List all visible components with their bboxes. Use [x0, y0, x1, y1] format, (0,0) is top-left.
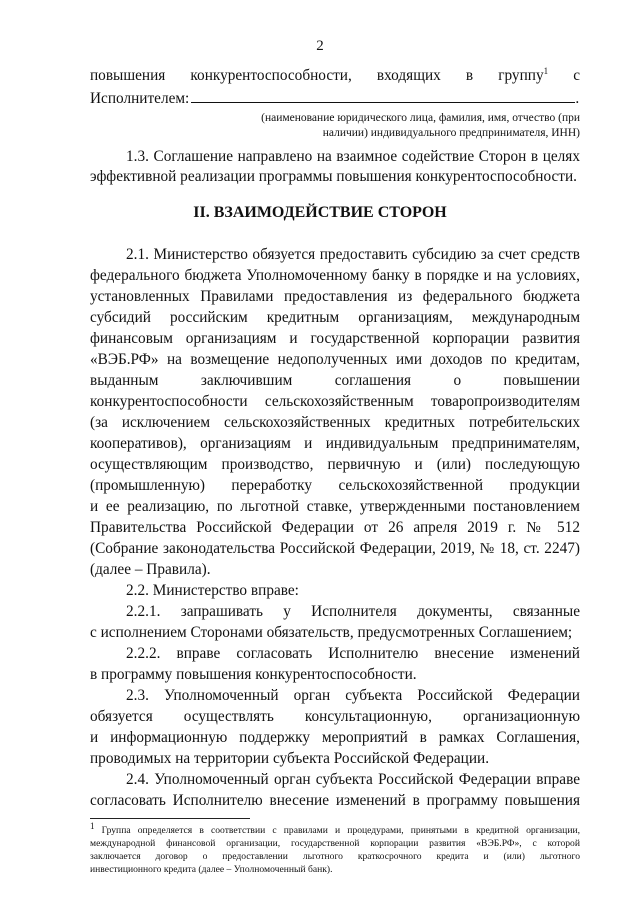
p21-line: выданным заключившим соглашения о повышении	[90, 372, 580, 389]
footnote-ref: 1	[543, 65, 549, 76]
line-end: с	[573, 67, 580, 84]
p13-line: эффективной реализации программы повышения конкурентоспособности.	[90, 168, 577, 185]
p23-line: и информационную поддержку мероприятий в рамках Соглашения,	[90, 729, 580, 746]
p21-line: (промышленную) переработку сельскохозяйственной продукции	[90, 477, 580, 494]
footnote-line: заключается договор о предоставлении льготного краткосрочного кредита и (или) льготного	[90, 851, 580, 862]
line-text: повышения конкурентоспособности, входящих в группу	[90, 67, 544, 84]
p21-line: Правительства Российской Федерации от 26 апреля 2019 г. № 512	[90, 519, 580, 536]
executor-note-1: (наименование юридического лица, фамилия, имя, отчество (при	[261, 112, 580, 124]
p21-line: (за исключением сельскохозяйственных кредитных потребительских	[90, 414, 580, 431]
executor-end: .	[575, 90, 580, 107]
p24-line: 2.4. Уполномоченный орган субъекта Российской Федерации вправе	[126, 771, 580, 788]
p221-line: с исполнением Сторонами обязательств, предусмотренных Соглашением;	[90, 624, 573, 641]
p21-line: финансовым организациям и государственной корпорации развития	[90, 330, 580, 347]
footnote-text: Группа определяется в соответствии с правилами и процедурами, принятыми в кредитной организации,	[94, 825, 580, 836]
p21-line: (Собрание законодательства Российской Федерации, 2019, № 18, ст. 2247)	[90, 540, 580, 557]
executor-note-2: наличии) индивидуального предпринимателя, ИНН)	[322, 127, 580, 139]
p222-line: 2.2.2. вправе согласовать Исполнителю внесение изменений	[126, 645, 580, 662]
p23-line: 2.3. Уполномоченный орган субъекта Российской Федерации	[126, 687, 580, 704]
p21-line: (далее – Правила).	[90, 561, 211, 578]
executor-blank	[191, 88, 575, 103]
paragraph-1-line-1	[90, 66, 580, 86]
p221-line: 2.2.1. запрашивать у Исполнителя документы, связанные	[126, 603, 580, 620]
footnote-separator	[90, 818, 250, 819]
section-heading: II. ВЗАИМОДЕЙСТВИЕ СТОРОН	[193, 204, 447, 221]
executor-label: Исполнителем:	[90, 90, 190, 107]
footnote-mark: 1	[90, 820, 95, 831]
p21-line: 2.1. Министерство обязуется предоставить субсидию за счет средств	[126, 246, 580, 263]
p222-line: в программу повышения конкурентоспособности.	[90, 666, 417, 683]
p13-line: 1.3. Соглашение направлено на взаимное содействие Сторон в целях	[126, 148, 580, 165]
p23-line: проводимых на территории субъекта Российской Федерации.	[90, 750, 490, 767]
executor-line	[90, 88, 580, 109]
p21-line: конкурентоспособности сельскохозяйственным товаропроизводителям	[90, 393, 580, 410]
page-number: 2	[316, 38, 324, 54]
p21-line: кооперативов), организациям и индивидуальным предпринимателям,	[90, 435, 580, 452]
p24-line: согласовать Исполнителю внесение изменений в программу повышения	[90, 792, 580, 809]
p21-line: «ВЭБ.РФ» на возмещение недополученных ими доходов по кредитам,	[90, 351, 580, 368]
footnote-line: инвестиционного кредита (далее – Уполномоченный банк).	[90, 864, 333, 875]
footnote-line	[90, 820, 580, 837]
p21-line: осуществляющим производство, первичную и (или) последующую	[90, 456, 580, 473]
p23-line: обязуется осуществлять консультационную, организационную	[90, 708, 580, 725]
p22-line: 2.2. Министерство вправе:	[126, 582, 299, 599]
p21-line: установленных Правилами предоставления из федерального бюджета	[90, 288, 580, 305]
footnote-line: международной финансовой организации, государственной корпорации развития «ВЭБ.РФ», с которой	[90, 838, 580, 849]
p21-line: субсидий российским кредитным организациям, международным	[90, 309, 580, 326]
p21-line: федерального бюджета Уполномоченному банку в порядке и на условиях,	[90, 267, 580, 284]
p21-line: и ее реализацию, по льготной ставке, утвержденными постановлением	[90, 498, 580, 515]
